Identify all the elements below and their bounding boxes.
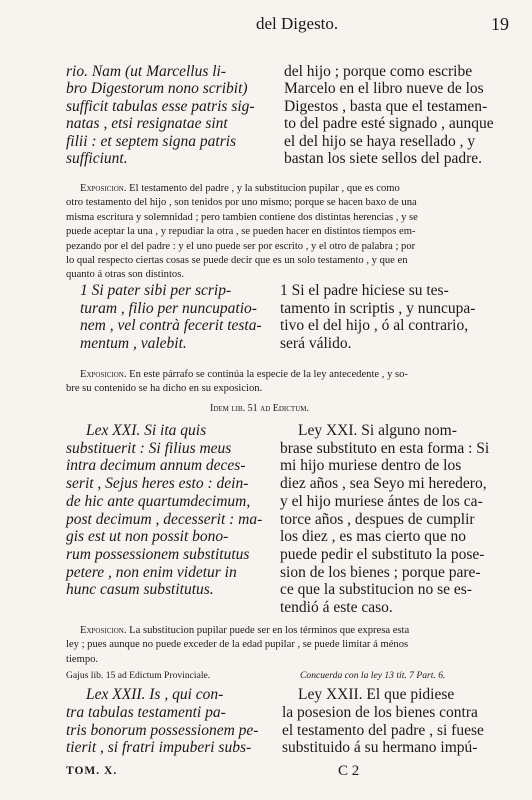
spanish-line: 1 Si el padre hiciese su tes- bbox=[280, 282, 449, 299]
block3-latin bbox=[66, 422, 274, 599]
exposition-line: otro testamento del hijo , son tenidos por uno mismo; porque se hacen baxo de una bbox=[66, 197, 417, 209]
exposition-text: El testamento del padre , y la substitucion pupilar , que es como bbox=[129, 183, 400, 194]
block2-spanish bbox=[280, 282, 480, 352]
latin-line: post decimum , decesserit : ma- bbox=[66, 510, 263, 528]
exposition-label: Exposicion. bbox=[80, 369, 127, 380]
spanish-line: será válido. bbox=[280, 334, 352, 352]
latin-line: filii : et septem signa patris bbox=[66, 132, 237, 150]
latin-line: turam , filio per nuncupatio- bbox=[80, 299, 257, 317]
exposition-label: Exposicion. bbox=[80, 183, 127, 194]
block4-spanish bbox=[282, 686, 486, 757]
citation-concordance: Concuerda con la ley 13 tít. 7 Part. 6. bbox=[300, 670, 446, 681]
exposition-2 bbox=[66, 368, 486, 397]
block1-spanish bbox=[284, 63, 494, 168]
latin-line: sufficit tabulas esse patris sig- bbox=[66, 97, 255, 115]
exposition-first-line bbox=[66, 368, 486, 382]
exposition-text: En este párrafo se continúa la especie de la ley antecedente , y so- bbox=[129, 369, 408, 380]
latin-line: tris bonorum possessionem pe- bbox=[66, 721, 259, 739]
page-number: 19 bbox=[491, 14, 509, 34]
spanish-line: brase substituto en esta forma : Si bbox=[280, 439, 490, 457]
latin-line: bro Digestorum nono scribit) bbox=[66, 80, 248, 98]
latin-line: tierit , si fratri impuberi subs- bbox=[66, 739, 252, 757]
latin-line: rio. Nam (ut Marcellus li- bbox=[66, 63, 227, 80]
page-header bbox=[0, 12, 532, 40]
spanish-line: y el hijo muriese ántes de los ca- bbox=[280, 492, 483, 510]
latin-line: petere , non enim videtur in bbox=[66, 563, 237, 581]
spanish-line: Ley XXII. El que pidiese bbox=[298, 686, 455, 703]
latin-line: natas , etsi resignatae sint bbox=[66, 115, 228, 133]
spanish-line: to del padre esté signado , aunque bbox=[284, 115, 494, 133]
latin-line: hunc casum substitutus. bbox=[66, 581, 214, 599]
spanish-line: diez años , sea Seyo mi heredero, bbox=[280, 475, 487, 493]
exposition-3 bbox=[66, 624, 486, 667]
spanish-line: puede pedir el substituto la pose- bbox=[280, 545, 485, 563]
block1-latin bbox=[66, 63, 278, 167]
latin-line: nem , vel contrà fecerit testa- bbox=[80, 317, 262, 335]
exposition-line: tiempo. bbox=[66, 653, 99, 665]
block2-latin bbox=[80, 282, 280, 352]
spanish-line: la posesion de los bienes contra bbox=[282, 703, 478, 721]
exposition-line: puede aceptar la una , y repudiar la otra , se pueden hacer en distintos tiempos em- bbox=[66, 226, 416, 238]
exposition-line: quanto á otras son distintos. bbox=[66, 269, 184, 281]
spanish-line: bastan los siete sellos del padre. bbox=[284, 150, 483, 168]
spanish-line: tamento in scriptis , y nuncupa- bbox=[280, 299, 476, 317]
latin-line: intra decimum annum deces- bbox=[66, 457, 246, 475]
latin-line: Lex XXI. Si ita quis bbox=[86, 422, 207, 439]
exposition-first-line bbox=[66, 182, 486, 196]
latin-line: gis est ut non possit bono- bbox=[66, 528, 229, 546]
latin-line: tra tabulas testamenti pa- bbox=[66, 703, 226, 721]
latin-line: substituerit : Si filius meus bbox=[66, 439, 232, 457]
spanish-line: Ley XXI. Si alguno nom- bbox=[298, 422, 457, 439]
citation-gajus: Gajus lib. 15 ad Edictum Provinciale. bbox=[66, 670, 211, 681]
exposition-1 bbox=[66, 182, 486, 283]
spanish-line: Digestos , basta que el testamen- bbox=[284, 97, 488, 115]
running-title: del Digesto. bbox=[256, 14, 339, 33]
latin-line: rum possessionem substitutus bbox=[66, 545, 250, 563]
volume-mark: TOM. X. bbox=[66, 765, 118, 777]
spanish-line: torce años , despues de cumplir bbox=[280, 510, 475, 528]
spanish-line: tendió á este caso. bbox=[280, 599, 393, 617]
latin-line: Lex XXII. Is , qui con- bbox=[86, 686, 224, 703]
latin-line: sufficiunt. bbox=[66, 150, 128, 168]
exposition-line: ley ; pues aunque no puede exceder de la edad pupilar , se puede limitar á ménos bbox=[66, 639, 409, 651]
exposition-label: Exposicion. bbox=[80, 625, 127, 636]
spanish-line: ce que la substitucion no se es- bbox=[280, 581, 472, 599]
citation-source: Idem lib. 51 ad Edictum. bbox=[210, 403, 309, 414]
latin-line: serit , Sejus heres esto : dein- bbox=[66, 475, 249, 493]
spanish-line: tivo el del hijo , ó al contrario, bbox=[280, 317, 469, 335]
latin-line: mentum , valebit. bbox=[80, 334, 187, 352]
signature-mark: C 2 bbox=[338, 763, 360, 779]
spanish-line: sion de los bienes ; porque pare- bbox=[280, 563, 481, 581]
latin-line: 1 Si pater sibi per scrip- bbox=[80, 282, 232, 299]
spanish-line: mi hijo muriese dentro de los bbox=[280, 457, 462, 475]
latin-line: de hic ante quartumdecimum, bbox=[66, 492, 251, 510]
exposition-line: misma escritura y solemnidad ; pero tambien contiene dos distintas herencias , y se bbox=[66, 211, 418, 223]
spanish-line: del hijo ; porque como escribe bbox=[284, 63, 473, 80]
exposition-line: lo qual respecto ciertas cosas se puede decir que es un solo testamento , y que en bbox=[66, 255, 408, 267]
exposition-text: La substitucion pupilar puede ser en los términos que expresa esta bbox=[129, 625, 410, 636]
block3-spanish bbox=[280, 422, 490, 617]
spanish-line: Marcelo en el libro nueve de los bbox=[284, 80, 484, 98]
block4-latin bbox=[66, 686, 276, 757]
spanish-line: el testamento del padre , si fuese bbox=[282, 721, 484, 739]
spanish-line: substituido á su hermano impú- bbox=[282, 739, 478, 757]
exposition-line: bre su contenido se ha dicho en su exposicion. bbox=[66, 383, 263, 395]
spanish-line: el del hijo se haya resellado , y bbox=[284, 132, 476, 150]
spanish-line: los diez , es mas cierto que no bbox=[280, 528, 466, 546]
exposition-first-line bbox=[66, 624, 486, 638]
exposition-line: pezando por el del padre : y el uno puede ser por escrito , y el otro de palabra ; por bbox=[66, 240, 416, 252]
